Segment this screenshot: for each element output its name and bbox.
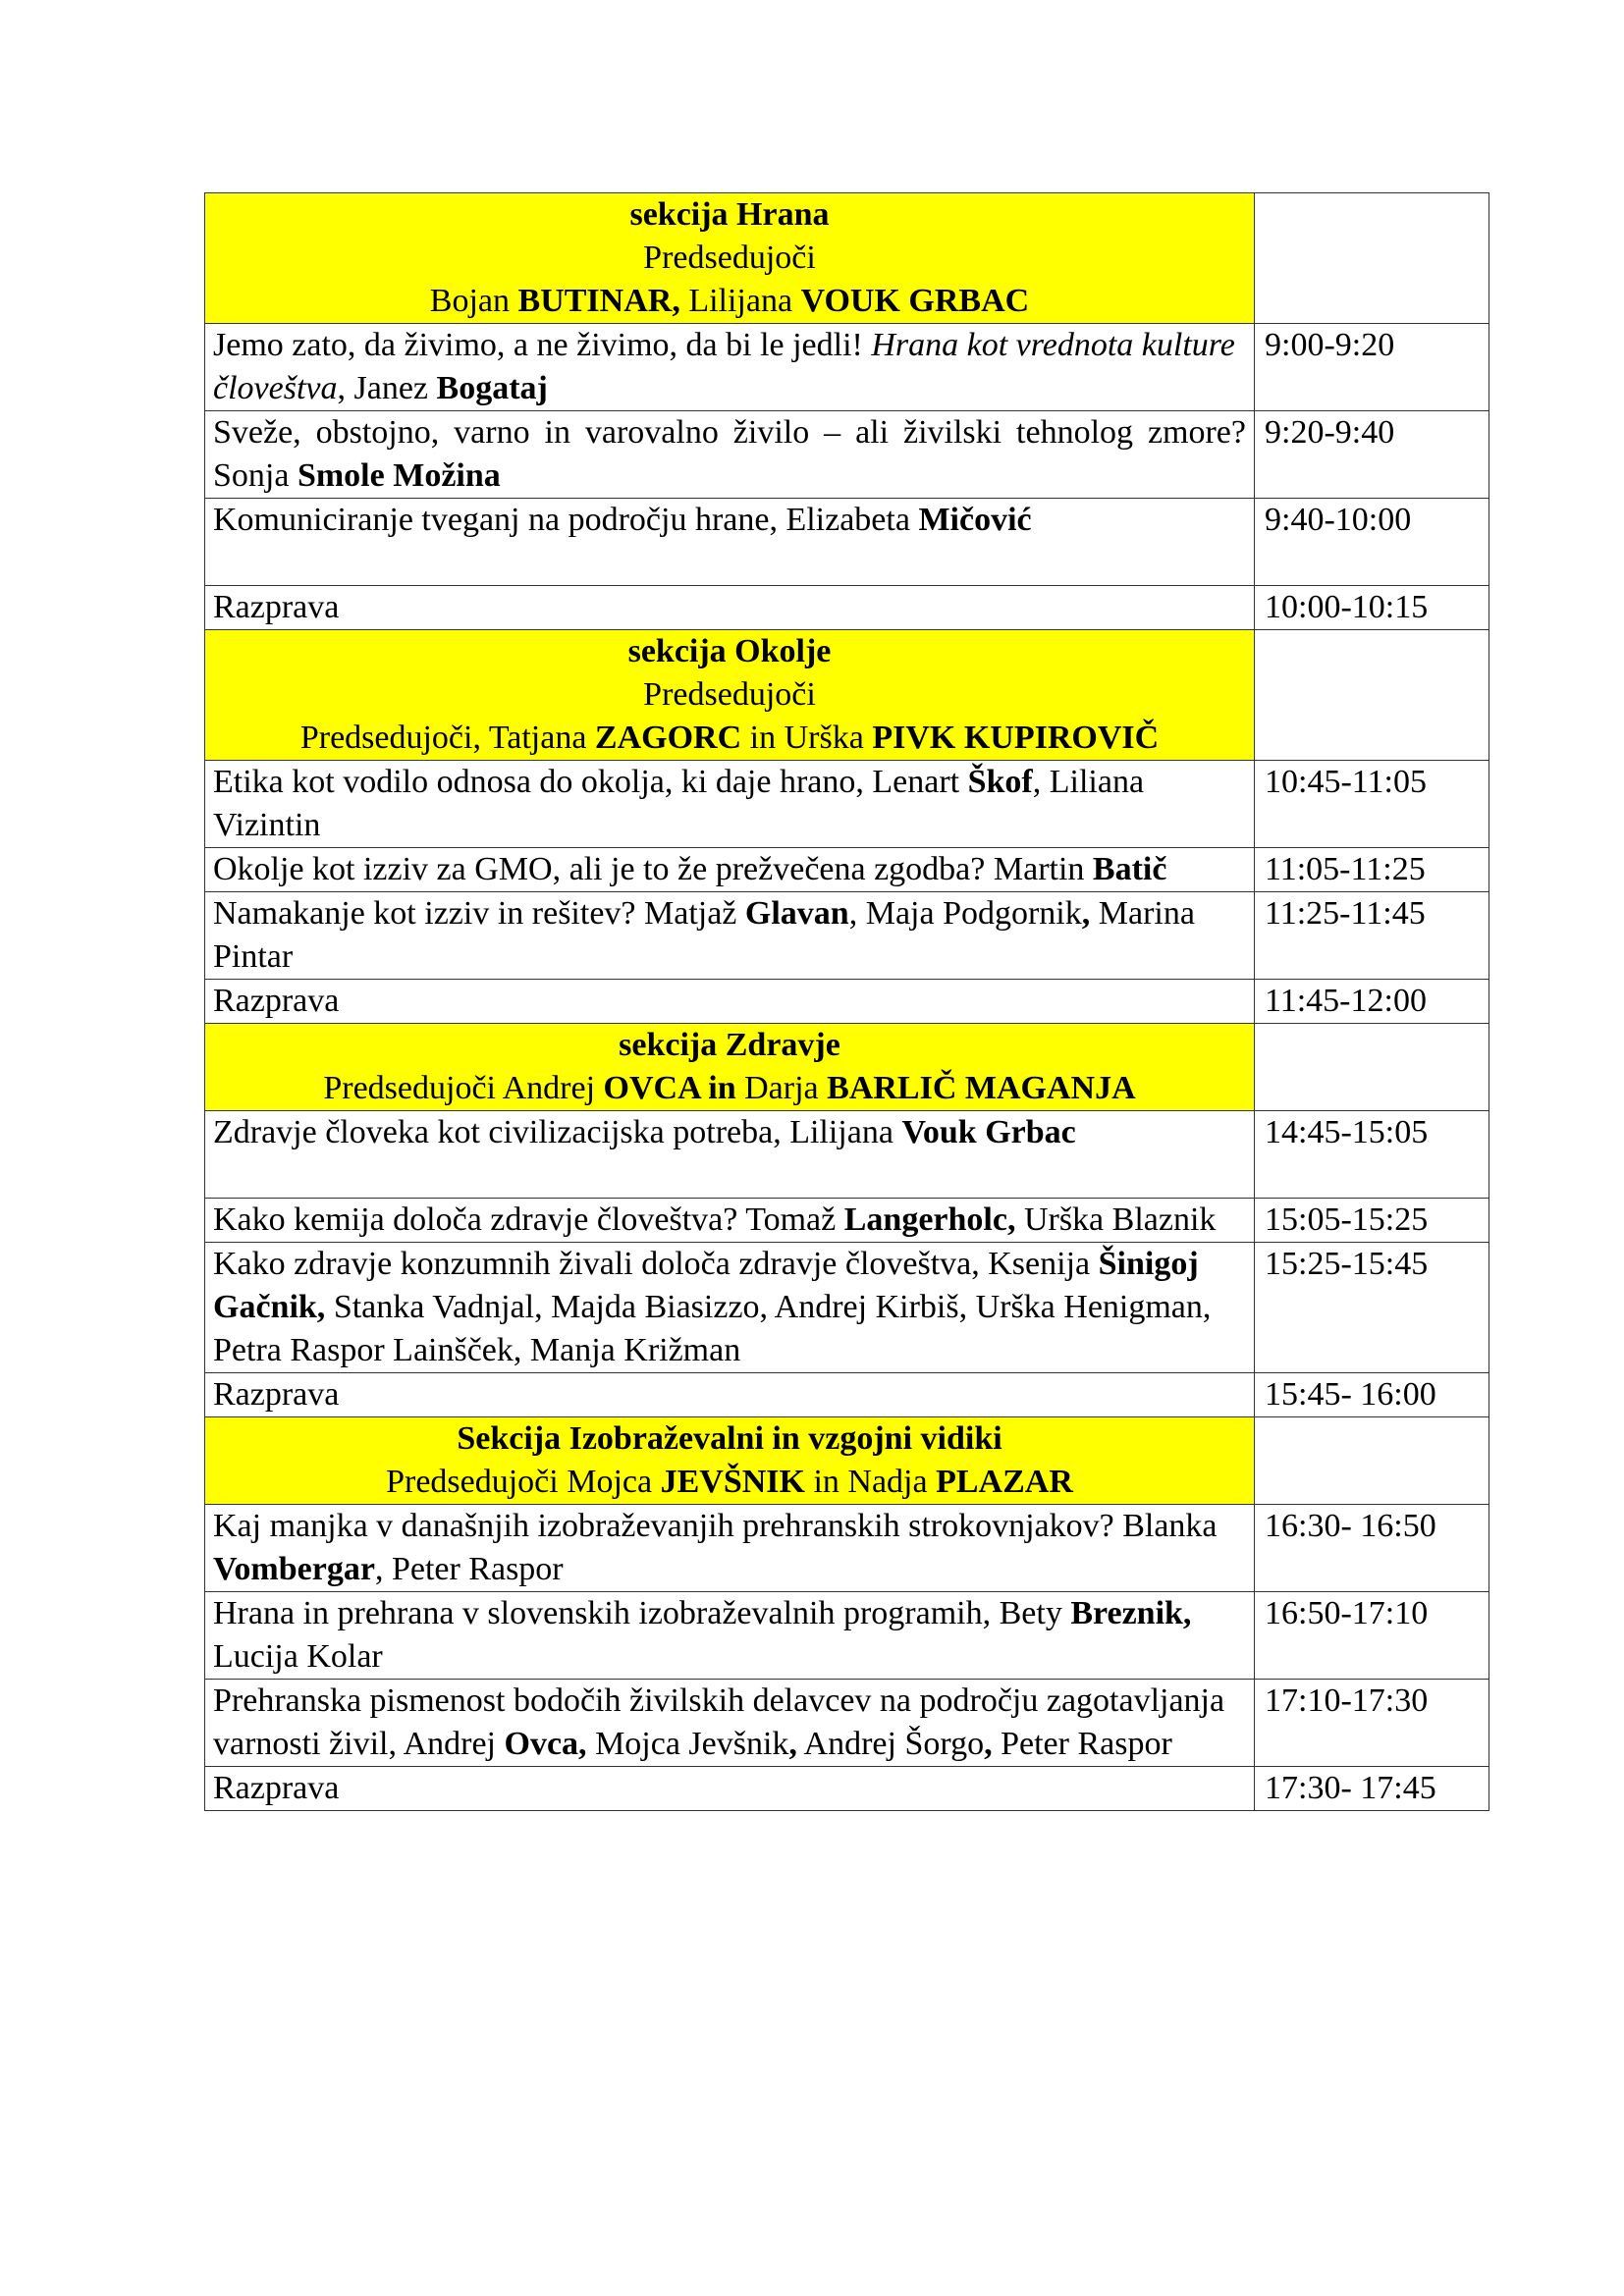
text-run: Langerholc, [843, 1201, 1016, 1238]
text-run: , Maja Podgornik [848, 895, 1082, 932]
text-run: Kako kemija določa zdravje človeštva? Tomaž [213, 1201, 844, 1238]
text-run: Peter Raspor [992, 1726, 1172, 1762]
talk-time: 10:00-10:15 [1255, 586, 1489, 630]
talk-row [205, 1373, 1489, 1417]
text-run: BARLIČ MAGANJA [827, 1070, 1136, 1106]
section-chairs-line [211, 1067, 1248, 1110]
section-header [205, 1024, 1255, 1111]
text-run: Namakanje kot izziv in rešitev? Matjaž [213, 895, 745, 932]
talk-time: 15:05-15:25 [1255, 1199, 1489, 1243]
text-run: Lilijana [679, 283, 801, 319]
section-title: sekcija Okolje [627, 633, 832, 669]
talk-title [205, 499, 1255, 586]
talk-title [205, 586, 1255, 630]
talk-title [205, 1680, 1255, 1767]
text-run: Predsedujoči Andrej [323, 1070, 604, 1106]
section-chairs-line [211, 280, 1248, 323]
talk-time: 9:00-9:20 [1255, 324, 1489, 411]
program-table-body [205, 193, 1489, 1811]
text-run: Jemo zato, da živimo, a ne živimo, da bi le jedli! [213, 327, 872, 363]
section-header [205, 193, 1255, 324]
talk-row [205, 892, 1489, 980]
talk-time: 11:45-12:00 [1255, 980, 1489, 1024]
talk-time: 17:10-17:30 [1255, 1680, 1489, 1767]
talk-time: 14:45-15:05 [1255, 1111, 1489, 1199]
talk-row [205, 1243, 1489, 1373]
text-run: Bogataj [436, 370, 548, 406]
text-run: in Nadja [804, 1464, 937, 1500]
talk-row [205, 586, 1489, 630]
talk-title [205, 1373, 1255, 1417]
text-run: ZAGORC [594, 720, 742, 756]
talk-row [205, 324, 1489, 411]
text-run: Smole Možina [297, 457, 501, 494]
text-run: Glavan [744, 895, 849, 932]
talk-time: 17:30- 17:45 [1255, 1767, 1489, 1811]
talk-title [205, 980, 1255, 1024]
text-run: PIVK KUPIROVIČ [872, 720, 1160, 756]
text-run: Vombergar [213, 1551, 375, 1587]
section-header-row [205, 193, 1489, 324]
talk-title [205, 1505, 1255, 1592]
section-time-cell [1255, 193, 1489, 324]
text-run: Zdravje človeka kot civilizacijska potreba, Lilijana [213, 1114, 902, 1150]
text-run: Mičović [918, 502, 1032, 538]
text-run: Sveže, obstojno, varno in varovalno živilo – ali živilski tehnolog zmore? Sonja [213, 414, 1246, 494]
talk-row [205, 1199, 1489, 1243]
talk-row [205, 1767, 1489, 1811]
text-run: Hrana in prehrana v slovenskih izobraževalnih programih, Bety [213, 1595, 1071, 1631]
text-run: Škof [967, 764, 1033, 800]
talk-time: 9:40-10:00 [1255, 499, 1489, 586]
text-run: in Urška [741, 720, 873, 756]
talk-row [205, 1680, 1489, 1767]
text-run: Okolje kot izziv za GMO, ali je to že prežvečena zgodba? Martin [213, 851, 1093, 887]
text-run: BUTINAR, [517, 283, 680, 319]
talk-row [205, 980, 1489, 1024]
talk-title [205, 1199, 1255, 1243]
talk-time: 11:25-11:45 [1255, 892, 1489, 980]
talk-time: 15:45- 16:00 [1255, 1373, 1489, 1417]
text-run: Bojan [429, 283, 518, 319]
section-chairs-line [211, 673, 1248, 717]
talk-title [205, 411, 1255, 499]
text-run: , [984, 1726, 993, 1762]
talk-title [205, 1111, 1255, 1199]
section-header-row [205, 1417, 1489, 1505]
section-chairs-line [211, 717, 1248, 760]
text-run: Razprava [213, 589, 340, 625]
text-run: Batič [1092, 851, 1167, 887]
talk-time: 16:50-17:10 [1255, 1592, 1489, 1680]
text-run: Razprava [213, 1376, 340, 1413]
talk-time: 16:30- 16:50 [1255, 1505, 1489, 1592]
text-run: , Peter Raspor [374, 1551, 564, 1587]
text-run: Šinigoj Gačnik, [213, 1246, 1199, 1325]
text-run: , Janez [337, 370, 437, 406]
text-run: Urška Blaznik [1015, 1201, 1217, 1238]
talk-row [205, 411, 1489, 499]
talk-title [205, 1243, 1255, 1373]
text-run: Kaj manjka v današnjih izobraževanjih prehranskih strokovnjakov? Blanka [213, 1508, 1218, 1544]
section-chairs-line [211, 1461, 1248, 1504]
text-run: Stanka Vadnjal, Majda Biasizzo, Andrej Kirbiš, Urška Henigman, Petra Raspor Lainšček, Manja Križman [213, 1289, 1212, 1368]
talk-time: 10:45-11:05 [1255, 761, 1489, 848]
talk-time: 9:20-9:40 [1255, 411, 1489, 499]
text-run: , [1081, 895, 1091, 932]
text-run: Etika kot vodilo odnosa do okolja, ki daje hrano, Lenart [213, 764, 968, 800]
section-time-cell [1255, 630, 1489, 761]
text-run: Razprava [213, 1770, 340, 1806]
section-title: Sekcija Izobraževalni in vzgojni vidiki [457, 1420, 1002, 1457]
section-title: sekcija Hrana [629, 196, 830, 233]
section-header-row [205, 1024, 1489, 1111]
text-run: Vouk Grbac [901, 1114, 1076, 1150]
talk-title [205, 892, 1255, 980]
talk-title [205, 1592, 1255, 1680]
section-time-cell [1255, 1024, 1489, 1111]
text-run: Darja [735, 1070, 828, 1106]
text-run: Lucija Kolar [213, 1638, 383, 1675]
text-run: Razprava [213, 983, 340, 1019]
text-run: OVCA in [603, 1070, 736, 1106]
text-run: PLAZAR [936, 1464, 1073, 1500]
talk-title [205, 324, 1255, 411]
text-run: Breznik, [1070, 1595, 1192, 1631]
text-run: Predsedujoči, Tatjana [299, 720, 595, 756]
talk-row [205, 761, 1489, 848]
talk-row [205, 1592, 1489, 1680]
talk-time: 15:25-15:45 [1255, 1243, 1489, 1373]
talk-title [205, 1767, 1255, 1811]
talk-row [205, 499, 1489, 586]
talk-row [205, 848, 1489, 892]
talk-row [205, 1111, 1489, 1199]
section-header [205, 1417, 1255, 1505]
talk-title [205, 761, 1255, 848]
program-page [204, 192, 1489, 1811]
text-run: JEVŠNIK [660, 1464, 805, 1500]
text-run: Prehranska pismenost bodočih živilskih delavcev na področju zagotavljanja varnosti živil, Andrej [213, 1682, 1225, 1762]
section-title: sekcija Zdravje [619, 1027, 840, 1063]
text-run: Andrej Šorgo [796, 1726, 985, 1762]
talk-row [205, 1505, 1489, 1592]
text-run: Kako zdravje konzumnih živali določa zdravje človeštva, Ksenija [213, 1246, 1099, 1282]
text-run: Predsedujoči [643, 676, 816, 713]
talk-title [205, 848, 1255, 892]
text-run: Mojca Jevšnik [586, 1726, 789, 1762]
text-run: VOUK GRBAC [800, 283, 1030, 319]
talk-time: 11:05-11:25 [1255, 848, 1489, 892]
text-run: Hrana kot vrednota kulture človeštva [213, 327, 1235, 406]
section-time-cell [1255, 1417, 1489, 1505]
text-run: Ovca, [504, 1726, 587, 1762]
text-run: Predsedujoči Mojca [386, 1464, 661, 1500]
text-run: Marina Pintar [213, 895, 1195, 975]
text-run: Komuniciranje tveganj na področju hrane, Elizabeta [213, 502, 919, 538]
text-run: , [788, 1726, 797, 1762]
section-header-row [205, 630, 1489, 761]
section-header [205, 630, 1255, 761]
text-run: Predsedujoči [643, 240, 816, 276]
text-run: , Liliana Vizintin [213, 764, 1145, 843]
section-chairs-line [211, 237, 1248, 280]
program-table [204, 192, 1489, 1811]
